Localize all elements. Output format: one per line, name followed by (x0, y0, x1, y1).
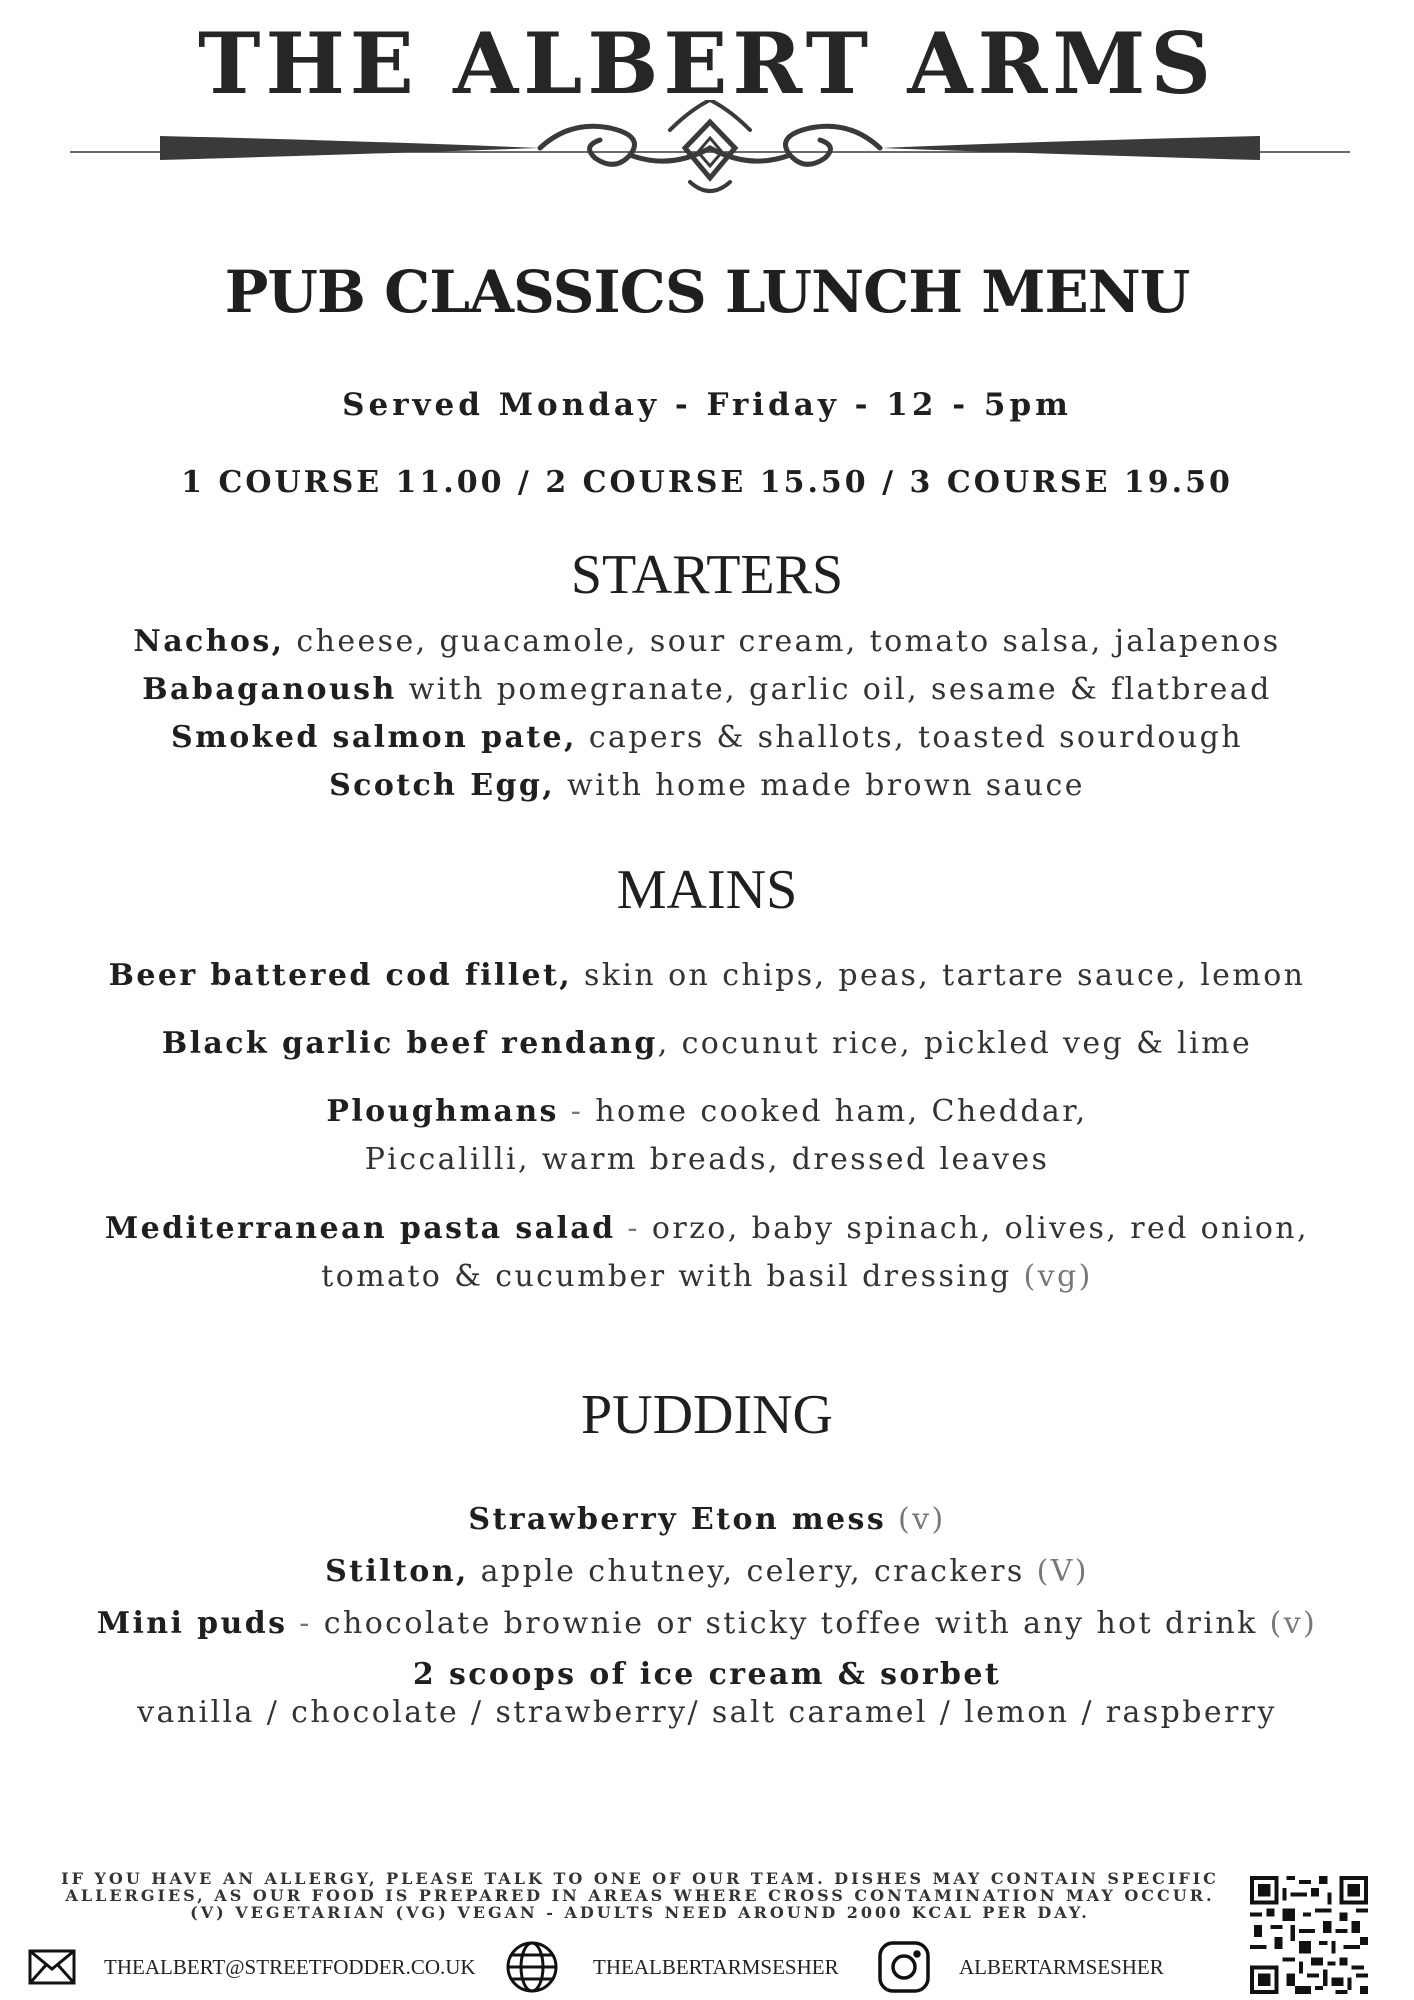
dish-name: Nachos, (133, 624, 285, 659)
restaurant-name: THE ALBERT ARMS (197, 14, 1217, 113)
dish-description: skin on chips, peas, tartare sauce, lemon (572, 958, 1306, 993)
menu-item (0, 763, 1414, 809)
dish-description: , cocunut rice, pickled veg & lime (657, 1026, 1253, 1061)
dish-name: Scotch Egg, (329, 768, 556, 803)
website-handle: THEALBERTARMSESHER (593, 1954, 839, 1979)
menu-item (0, 1601, 1414, 1647)
dish-description: with home made brown sauce (555, 768, 1085, 803)
starters-heading: STARTERS (570, 544, 844, 606)
dietary-tag: (V) (1024, 1554, 1089, 1589)
dish-name: Smoked salmon pate, (171, 720, 577, 755)
contact-email[interactable] (28, 1942, 476, 1992)
dish-name: Strawberry Eton mess (468, 1502, 887, 1537)
menu-item (0, 667, 1414, 713)
dish-description: home cooked ham, Cheddar, (595, 1094, 1088, 1129)
menu-item (0, 1497, 1414, 1543)
dietary-tag: (vg) (1011, 1259, 1093, 1294)
globe-icon (505, 1940, 559, 1994)
mains-heading: MAINS (616, 859, 798, 921)
dish-name: 2 scoops of ice cream & sorbet (412, 1657, 1002, 1692)
contact-instagram[interactable] (877, 1942, 1164, 1992)
menu-item-continued (0, 1137, 1414, 1183)
dish-name: Stilton, (325, 1554, 469, 1589)
ornamental-divider (70, 100, 1350, 210)
menu-item-continued (0, 1254, 1414, 1300)
menu-item (0, 619, 1414, 665)
allergy-notice (40, 1870, 1240, 1921)
allergy-line: ALLERGIES, AS OUR FOOD IS PREPARED IN AREAS WHERE CROSS CONTAMINATION MAY OCCUR. (65, 1886, 1215, 1905)
dish-separator: - (615, 1211, 652, 1246)
dish-name: Ploughmans (326, 1094, 559, 1129)
allergy-line: IF YOU HAVE AN ALLERGY, PLEASE TALK TO ONE OF OUR TEAM. DISHES MAY CONTAIN SPECIFIC (61, 1869, 1219, 1888)
dish-description: tomato & cucumber with basil dressing (321, 1259, 1012, 1294)
dish-separator: - (558, 1094, 596, 1129)
dish-description: Piccalilli, warm breads, dressed leaves (364, 1142, 1050, 1177)
pudding-heading: PUDDING (581, 1384, 833, 1446)
menu-item (0, 715, 1414, 761)
instagram-handle: ALBERTARMSESHER (959, 1954, 1164, 1979)
dish-name: Babaganoush (142, 672, 397, 707)
dish-description: with pomegranate, garlic oil, sesame & flatbread (396, 672, 1272, 707)
dish-description: capers & shallots, toasted sourdough (576, 720, 1243, 755)
course-prices: 1 COURSE 11.00 / 2 COURSE 15.50 / 3 COURSE 19.50 (181, 465, 1233, 500)
dietary-tag: (v) (886, 1502, 946, 1537)
menu-item (0, 1021, 1414, 1067)
menu-title: PUB CLASSICS LUNCH MENU (224, 258, 1190, 326)
menu-item (0, 953, 1414, 999)
contact-website[interactable] (505, 1942, 839, 1992)
dish-name: Mini puds (96, 1606, 288, 1641)
dish-description: vanilla / chocolate / strawberry/ salt caramel / lemon / raspberry (137, 1695, 1277, 1730)
dish-description: cheese, guacamole, sour cream, tomato salsa, jalapenos (284, 624, 1281, 659)
dish-name: Mediterranean pasta salad (105, 1211, 616, 1246)
dish-description: apple chutney, celery, crackers (468, 1554, 1025, 1589)
email-address: THEALBERT@STREETFODDER.CO.UK (104, 1954, 476, 1979)
allergy-line: (V) VEGETARIAN (VG) VEGAN - ADULTS NEED AROUND 2000 KCAL PER DAY. (190, 1903, 1090, 1922)
dietary-tag: (v) (1257, 1606, 1318, 1641)
dish-separator: - (287, 1606, 324, 1641)
service-times: Served Monday - Friday - 12 - 5pm (342, 387, 1072, 423)
menu-item (0, 1549, 1414, 1595)
dish-name: Black garlic beef rendang (161, 1026, 658, 1061)
qr-code[interactable] (1250, 1876, 1368, 1994)
dish-name: Beer battered cod fillet, (108, 958, 573, 993)
menu-item (0, 1089, 1414, 1135)
menu-item (0, 1206, 1414, 1252)
dish-description: orzo, baby spinach, olives, red onion, (651, 1211, 1309, 1246)
envelope-icon (28, 1949, 76, 1985)
dish-description: chocolate brownie or sticky toffee with any hot drink (323, 1606, 1258, 1641)
menu-item-continued (0, 1690, 1414, 1736)
instagram-icon (877, 1940, 931, 1994)
